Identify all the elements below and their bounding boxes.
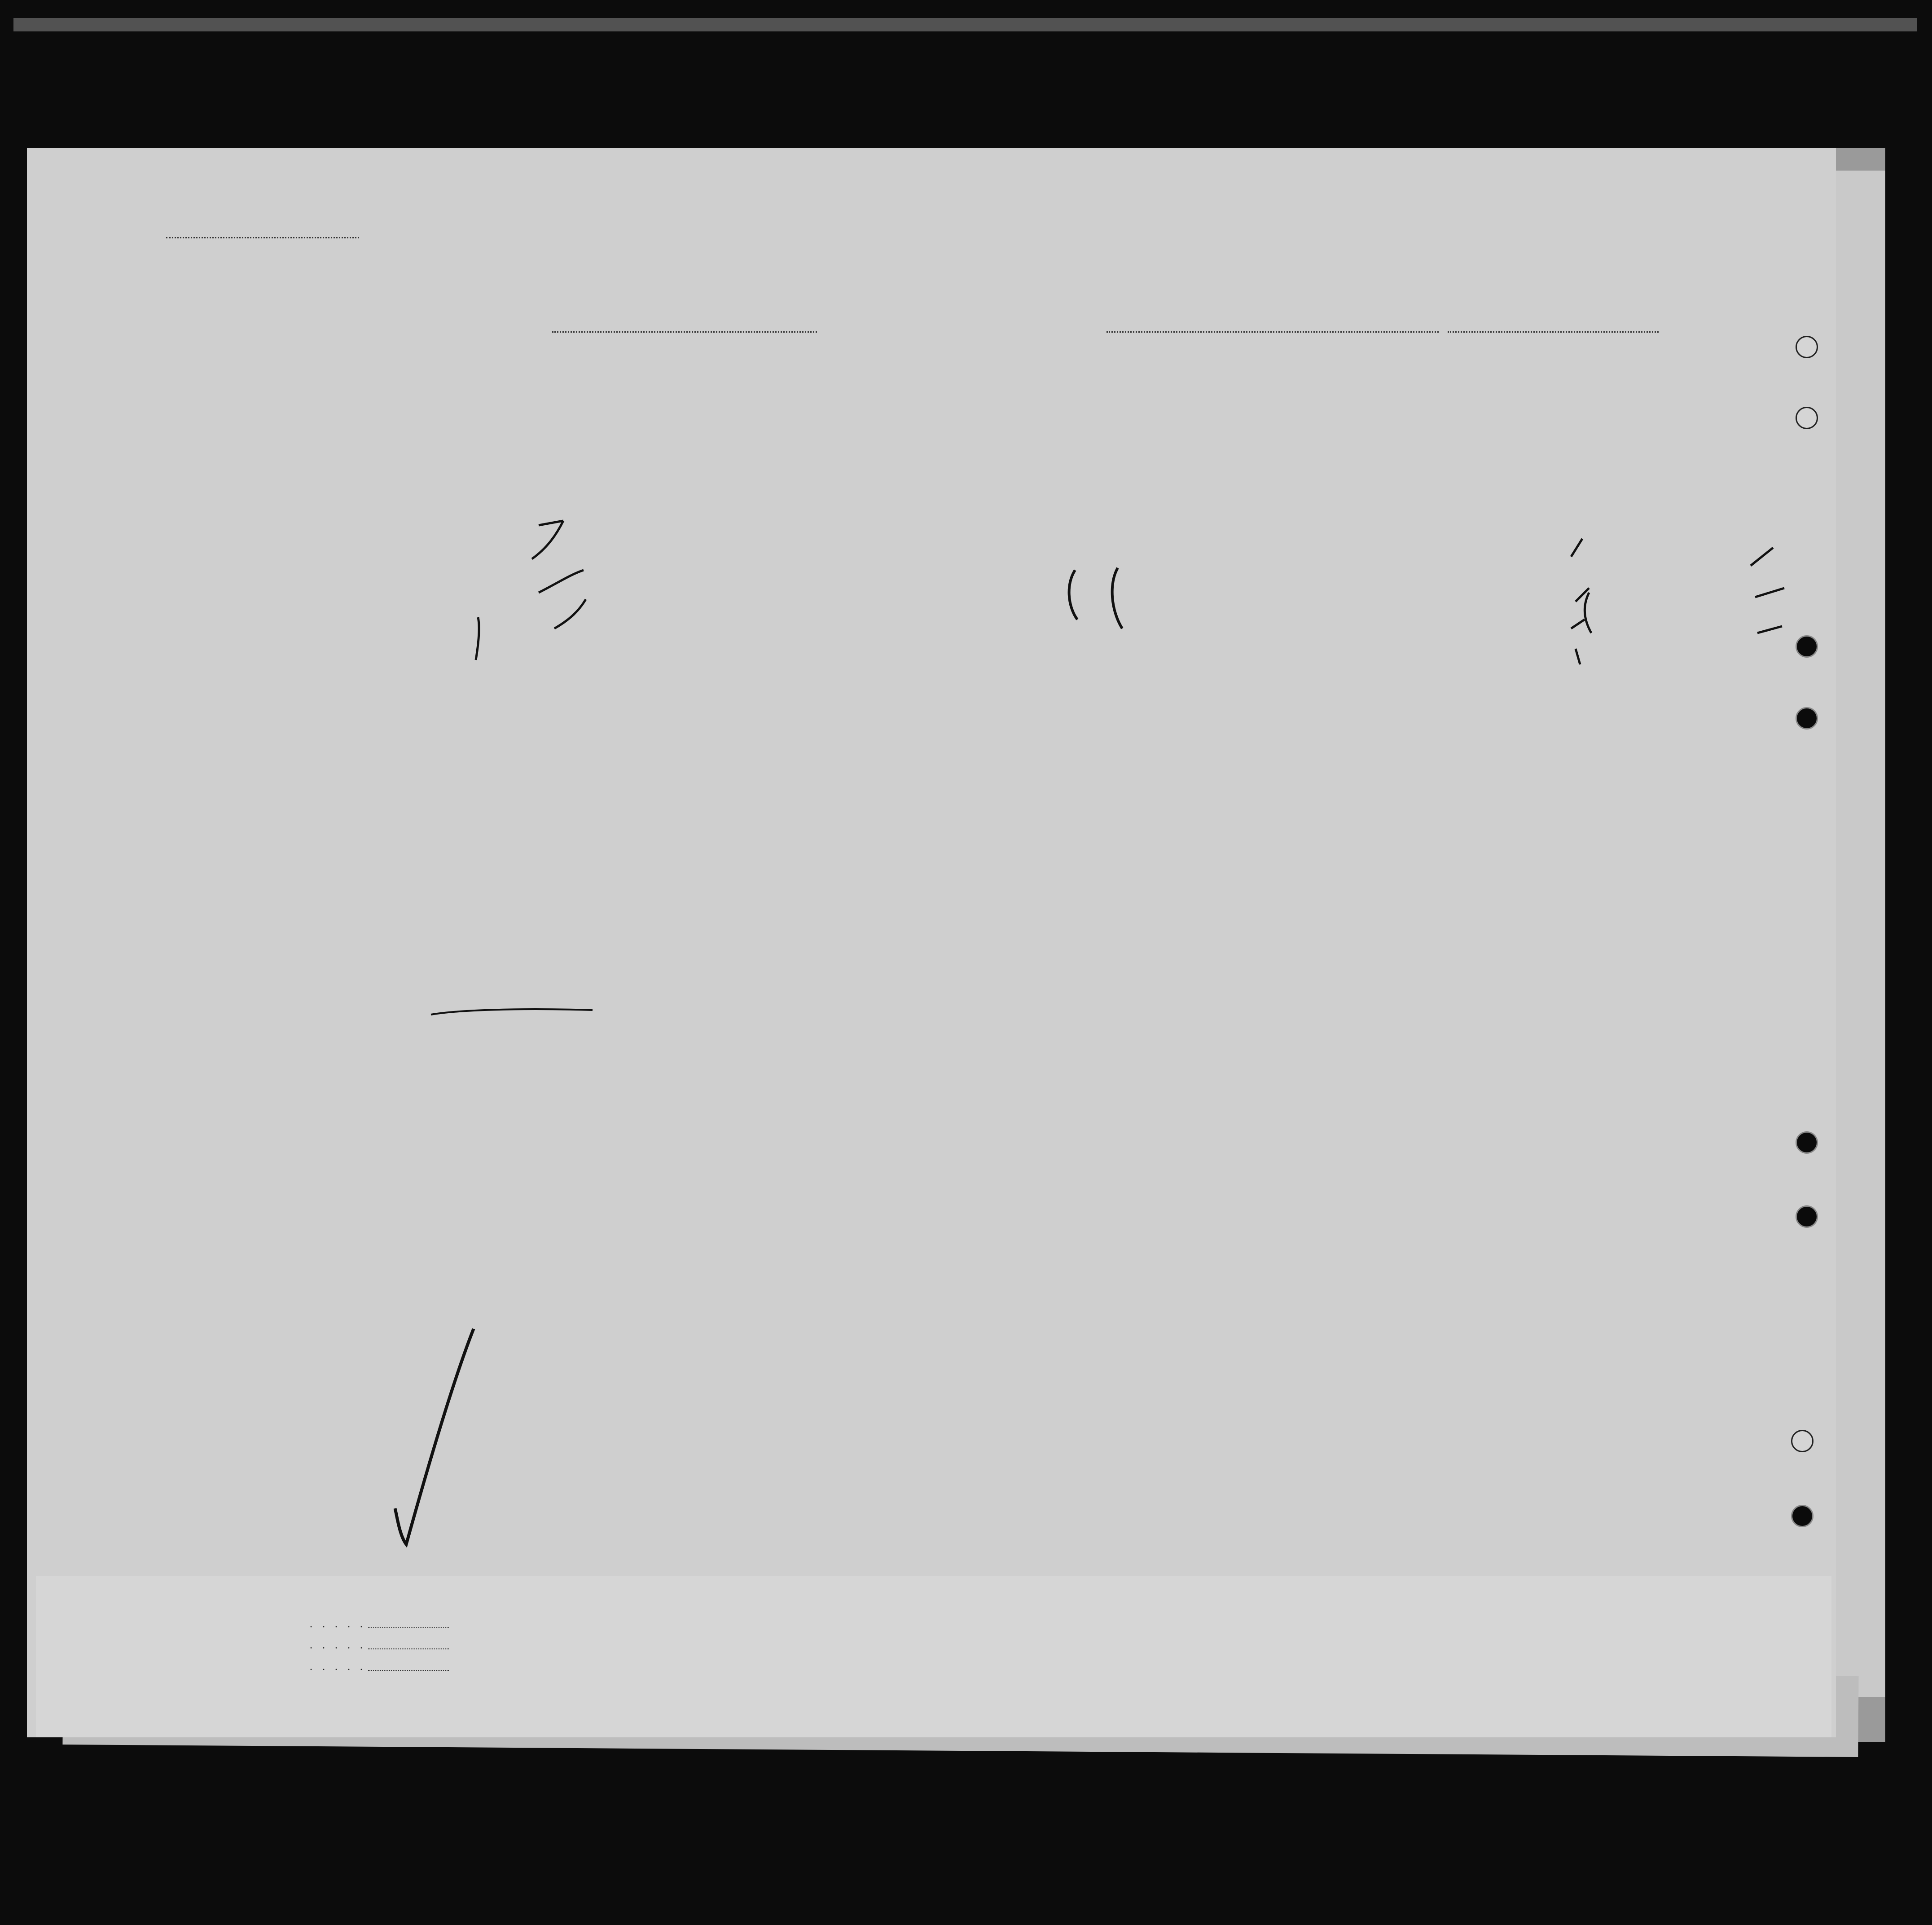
binder-hole-5 bbox=[1796, 1131, 1818, 1154]
binder-hole-8 bbox=[1791, 1505, 1813, 1527]
binder-hole-3 bbox=[1796, 635, 1818, 658]
footer-dots-2: . . . . . bbox=[310, 1639, 366, 1651]
binder-hole-1 bbox=[1796, 336, 1818, 358]
footer-line-1 bbox=[368, 1627, 449, 1628]
footer-dots-3: . . . . . bbox=[310, 1661, 366, 1673]
binder-hole-2 bbox=[1796, 407, 1818, 429]
footer-dots-1: . . . . . bbox=[310, 1618, 366, 1630]
binder-hole-7 bbox=[1791, 1430, 1813, 1452]
footer-line-2 bbox=[368, 1648, 449, 1649]
binder-hole-4 bbox=[1796, 707, 1818, 730]
footer-line-3 bbox=[368, 1670, 449, 1671]
binder-hole-6 bbox=[1796, 1205, 1818, 1228]
